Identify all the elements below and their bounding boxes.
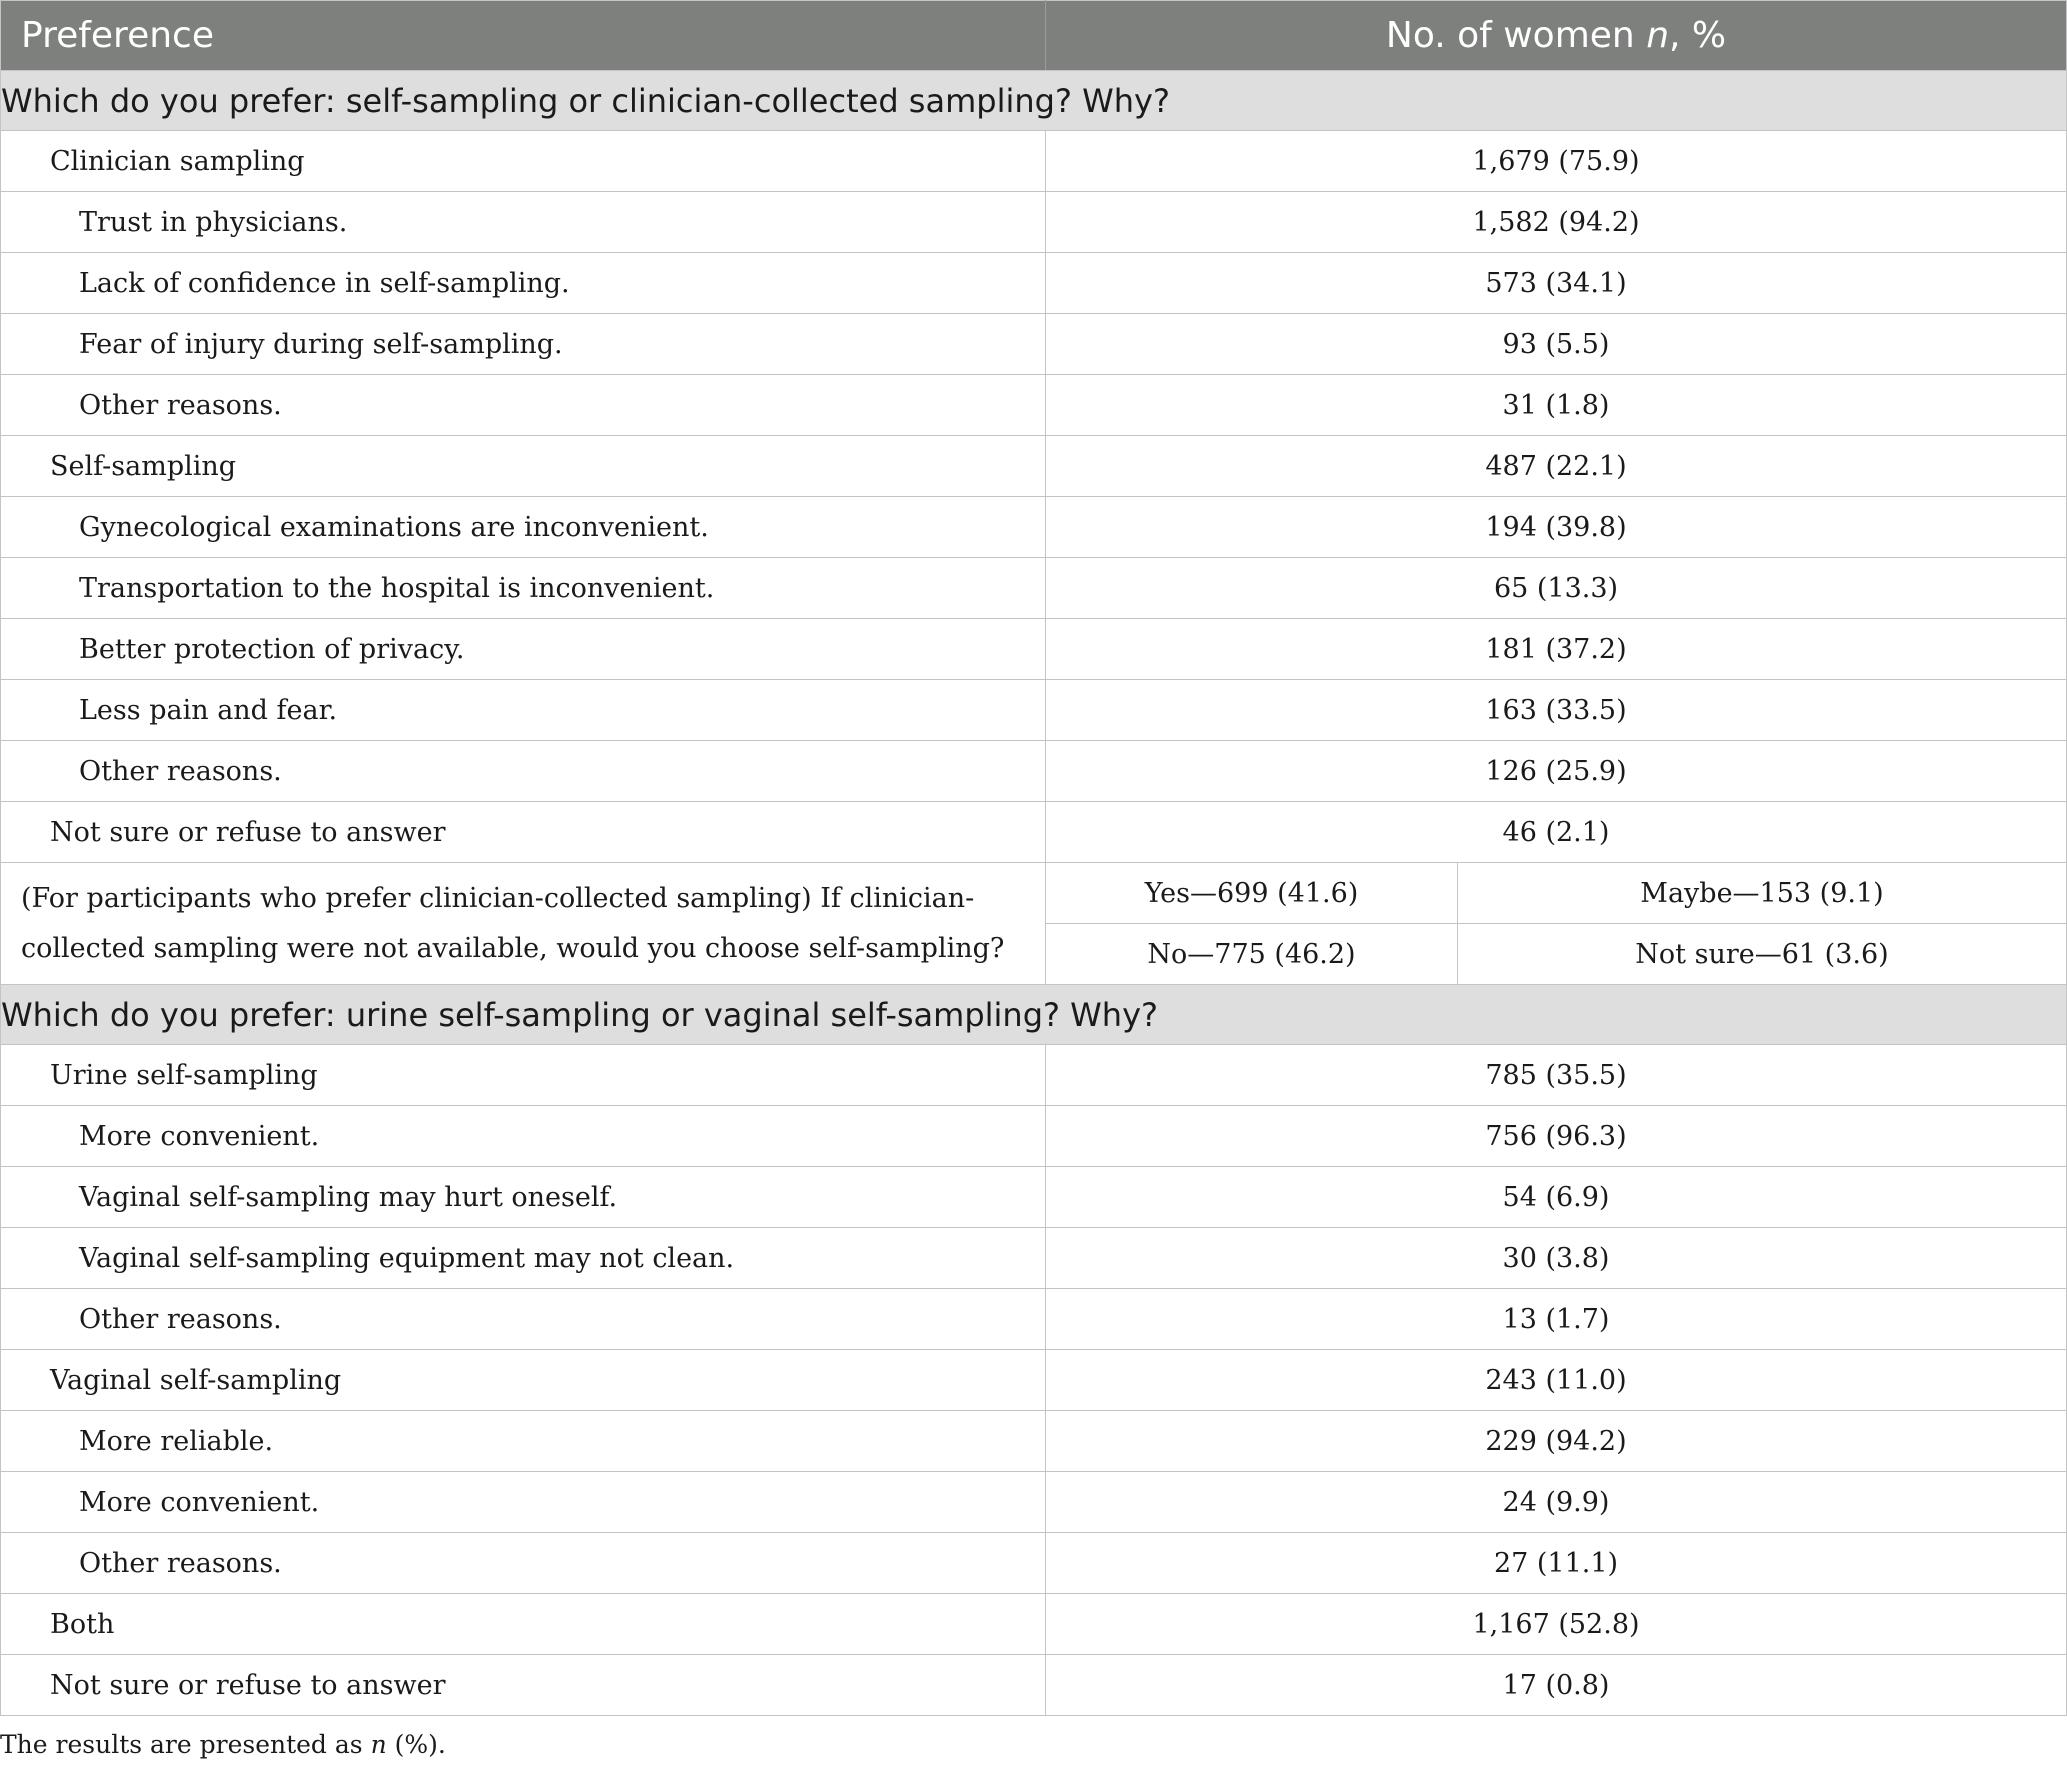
answer-no: No—775 (46.2) xyxy=(1046,924,1458,985)
row-value: 756 (96.3) xyxy=(1046,1106,2067,1167)
row-label: Vaginal self-sampling equipment may not clean. xyxy=(1,1228,1046,1289)
row-label: Other reasons. xyxy=(1,741,1046,802)
table-row xyxy=(1,680,2067,741)
header-count xyxy=(1046,1,2067,71)
table-header-row xyxy=(1,1,2067,71)
row-label: Not sure or refuse to answer xyxy=(1,1655,1046,1716)
row-label: Other reasons. xyxy=(1,375,1046,436)
section-2-title: Which do you prefer: urine self-sampling or vaginal self-sampling? Why? xyxy=(1,985,2067,1045)
row-label: Other reasons. xyxy=(1,1289,1046,1350)
footnote-n: n xyxy=(370,1730,387,1759)
section-2-title-row xyxy=(1,985,2067,1045)
footnote-prefix: The results are presented as xyxy=(0,1730,371,1759)
table-row xyxy=(1,1289,2067,1350)
row-label: Self-sampling xyxy=(1,436,1046,497)
table-row xyxy=(1,1167,2067,1228)
row-value: 30 (3.8) xyxy=(1046,1228,2067,1289)
row-value: 785 (35.5) xyxy=(1046,1045,2067,1106)
row-value: 194 (39.8) xyxy=(1046,497,2067,558)
table-row xyxy=(1,1228,2067,1289)
row-label: Trust in physicians. xyxy=(1,192,1046,253)
table-row xyxy=(1,253,2067,314)
table-row xyxy=(1,741,2067,802)
row-value: 17 (0.8) xyxy=(1046,1655,2067,1716)
table-row xyxy=(1,1594,2067,1655)
row-value: 46 (2.1) xyxy=(1046,802,2067,863)
row-label: Better protection of privacy. xyxy=(1,619,1046,680)
table-row xyxy=(1,192,2067,253)
table-row xyxy=(1,1411,2067,1472)
table-row xyxy=(1,375,2067,436)
table-row xyxy=(1,497,2067,558)
table-row xyxy=(1,619,2067,680)
row-value: 1,167 (52.8) xyxy=(1046,1594,2067,1655)
row-label: Transportation to the hospital is inconvenient. xyxy=(1,558,1046,619)
row-value: 13 (1.7) xyxy=(1046,1289,2067,1350)
table-footnote xyxy=(0,1716,2067,1759)
row-value: 1,679 (75.9) xyxy=(1046,131,2067,192)
row-value: 229 (94.2) xyxy=(1046,1411,2067,1472)
table-row xyxy=(1,436,2067,497)
section-1-title: Which do you prefer: self-sampling or clinician-collected sampling? Why? xyxy=(1,71,2067,131)
header-count-n: n xyxy=(1646,15,1670,56)
row-label: More convenient. xyxy=(1,1106,1046,1167)
table-row xyxy=(1,1655,2067,1716)
section-1-title-row xyxy=(1,71,2067,131)
table-row xyxy=(1,1472,2067,1533)
row-value: 65 (13.3) xyxy=(1046,558,2067,619)
row-label: Gynecological examinations are inconvenient. xyxy=(1,497,1046,558)
row-value: 93 (5.5) xyxy=(1046,314,2067,375)
question-row xyxy=(1,863,2067,924)
row-label: Clinician sampling xyxy=(1,131,1046,192)
table-row xyxy=(1,314,2067,375)
table-row xyxy=(1,1350,2067,1411)
header-count-prefix: No. of women xyxy=(1385,15,1647,56)
row-value: 243 (11.0) xyxy=(1046,1350,2067,1411)
table-row xyxy=(1,802,2067,863)
row-label: Less pain and fear. xyxy=(1,680,1046,741)
row-value: 24 (9.9) xyxy=(1046,1472,2067,1533)
row-value: 573 (34.1) xyxy=(1046,253,2067,314)
row-value: 31 (1.8) xyxy=(1046,375,2067,436)
row-value: 54 (6.9) xyxy=(1046,1167,2067,1228)
question-text: (For participants who prefer clinician-collected sampling) If clinician-collected sampling were not available, would you choose self-sampling? xyxy=(1,863,1046,985)
row-label: Not sure or refuse to answer xyxy=(1,802,1046,863)
row-label: Vaginal self-sampling may hurt oneself. xyxy=(1,1167,1046,1228)
row-value: 181 (37.2) xyxy=(1046,619,2067,680)
row-label: Lack of confidence in self-sampling. xyxy=(1,253,1046,314)
row-label: Both xyxy=(1,1594,1046,1655)
row-value: 163 (33.5) xyxy=(1046,680,2067,741)
table-row xyxy=(1,558,2067,619)
row-label: More reliable. xyxy=(1,1411,1046,1472)
row-value: 1,582 (94.2) xyxy=(1046,192,2067,253)
answer-not-sure: Not sure—61 (3.6) xyxy=(1458,924,2067,985)
table-row xyxy=(1,1045,2067,1106)
table-row xyxy=(1,1106,2067,1167)
header-count-suffix: , % xyxy=(1669,15,1727,56)
row-label: Urine self-sampling xyxy=(1,1045,1046,1106)
row-label: Fear of injury during self-sampling. xyxy=(1,314,1046,375)
answer-maybe: Maybe—153 (9.1) xyxy=(1458,863,2067,924)
row-value: 126 (25.9) xyxy=(1046,741,2067,802)
answer-yes: Yes—699 (41.6) xyxy=(1046,863,1458,924)
row-value: 27 (11.1) xyxy=(1046,1533,2067,1594)
row-label: More convenient. xyxy=(1,1472,1046,1533)
header-preference: Preference xyxy=(1,1,1046,71)
row-label: Other reasons. xyxy=(1,1533,1046,1594)
table-row xyxy=(1,131,2067,192)
footnote-suffix: (%). xyxy=(386,1730,446,1759)
table-row xyxy=(1,1533,2067,1594)
row-label: Vaginal self-sampling xyxy=(1,1350,1046,1411)
row-value: 487 (22.1) xyxy=(1046,436,2067,497)
